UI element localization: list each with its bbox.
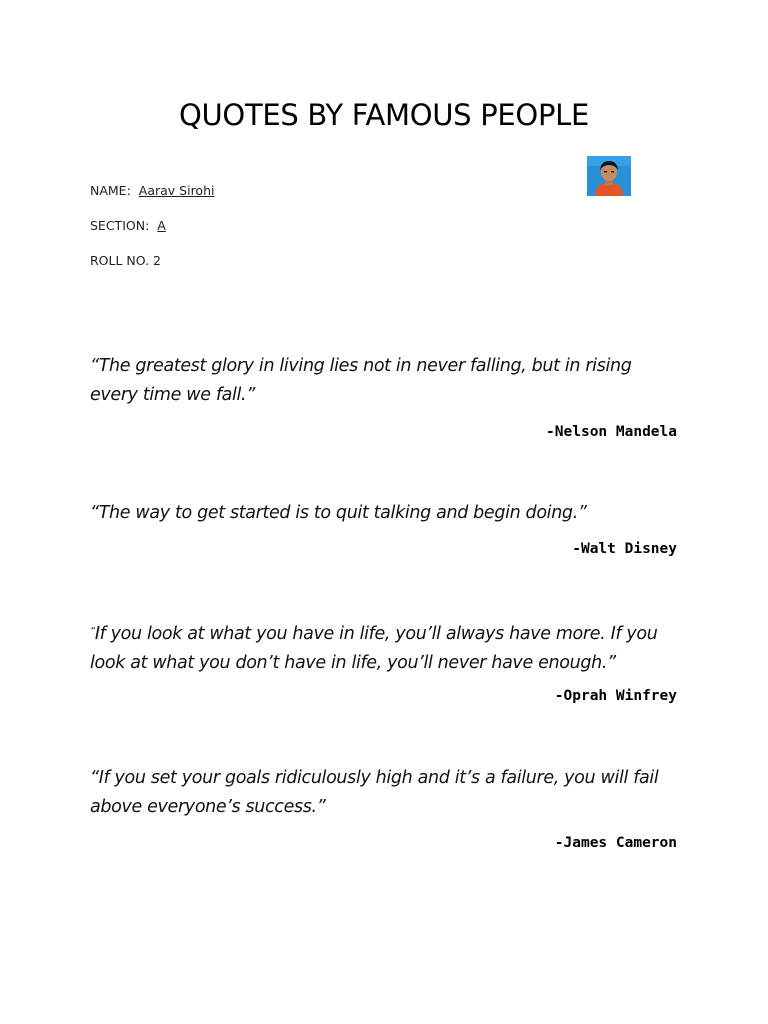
section-field xyxy=(90,218,166,233)
roll-label: ROLL NO. 2 xyxy=(90,253,162,268)
quote-author: -James Cameron xyxy=(554,835,677,851)
student-photo xyxy=(587,156,631,196)
quote-author: -Nelson Mandela xyxy=(546,424,677,440)
quote-body: If you look at what you have in life, you’ll always have more. If you look at what you don’t have in life, you’ll never have enough.” xyxy=(90,624,658,673)
quote-text: “The greatest glory in living lies not in never falling, but in rising every time we fall.” xyxy=(90,356,632,405)
quote-text xyxy=(90,617,680,678)
section-value: A xyxy=(157,218,166,233)
roll-field xyxy=(90,253,161,268)
name-value: Aarav Sirohi xyxy=(138,183,215,198)
section-label: SECTION: xyxy=(90,218,150,233)
name-field xyxy=(90,183,214,198)
name-label: NAME: xyxy=(90,183,131,198)
quote-author: -Oprah Winfrey xyxy=(554,688,677,704)
quote-text: “The way to get started is to quit talking and begin doing.” xyxy=(90,503,587,523)
quote-text: “If you set your goals ridiculously high and it’s a failure, you will fail above everyone’s success.” xyxy=(90,768,659,817)
quote-open-mark: “ xyxy=(90,626,95,637)
quote-author: -Walt Disney xyxy=(572,541,677,557)
page-title: QUOTES BY FAMOUS PEOPLE xyxy=(178,98,590,132)
